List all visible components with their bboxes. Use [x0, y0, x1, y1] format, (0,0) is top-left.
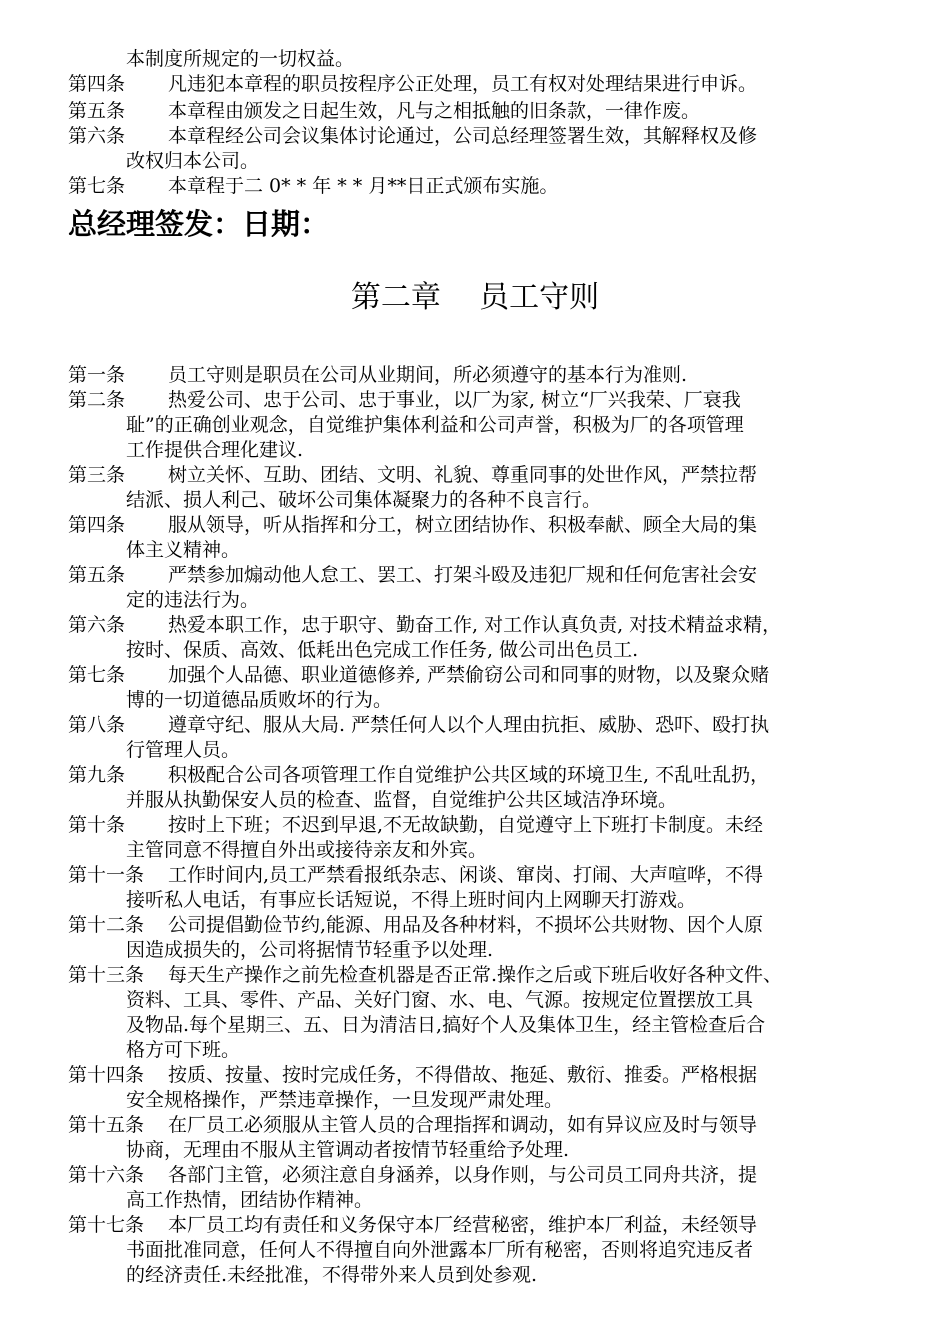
article-number: 第十四条	[68, 1064, 145, 1086]
article-16-line-2: 高工作热情，团结协作精神。	[126, 1189, 374, 1211]
article-number: 第四条	[68, 514, 126, 536]
article-text: 各部门主管，必须注意自身涵养，以身作则，与公司员工同舟共济，提	[168, 1164, 758, 1186]
article-16	[68, 1163, 888, 1188]
article-17	[68, 1213, 888, 1238]
article-text: 员工守则是职员在公司从业期间，所必须遵守的基本行为准则.	[168, 364, 688, 386]
article-15	[68, 1113, 888, 1138]
article-2-line-3: 工作提供合理化建议.	[126, 439, 304, 461]
article-text: 积极配合公司各项管理工作自觉维护公共区域的环境卫生, 不乱吐乱扔，	[168, 764, 770, 786]
article-3-line-2: 结派、损人利己、破坏公司集体凝聚力的各种不良言行。	[126, 489, 602, 511]
article-number: 第十六条	[68, 1164, 145, 1186]
article-6-line-2: 按时、保质、高效、低耗出色完成工作任务, 做公司出色员工.	[126, 639, 639, 661]
continuation-line: 本制度所规定的一切权益。	[126, 48, 355, 70]
article-4-prev	[68, 72, 888, 97]
article-13-line-4: 格方可下班。	[126, 1039, 241, 1061]
article-5	[68, 563, 888, 588]
article-2	[68, 388, 888, 413]
article-6-prev-line-2: 改权归本公司。	[126, 150, 260, 172]
article-number: 第六条	[68, 125, 126, 147]
article-2-line-2: 耻”的正确创业观念，自觉维护集体利益和公司声誉，积极为厂的各项管理	[126, 414, 744, 436]
article-13	[68, 963, 888, 988]
article-text: 凡违犯本章程的职员按程序公正处理，员工有权对处理结果进行申诉。	[168, 73, 758, 95]
article-7-prev	[68, 174, 888, 199]
article-number: 第十条	[68, 814, 126, 836]
article-number: 第八条	[68, 714, 126, 736]
article-8-line-2: 行管理人员。	[126, 739, 241, 761]
article-text: 本章程经公司会议集体讨论通过，公司总经理签署生效，其解释权及修	[168, 125, 758, 147]
signature-line: 总经理签发：日期：	[68, 207, 330, 241]
article-text: 热爱公司、忠于公司、忠于事业，以厂为家, 树立“厂兴我荣、厂衰我	[168, 389, 741, 411]
article-text: 遵章守纪、服从大局. 严禁任何人以个人理由抗拒、威胁、恐吓、殴打执	[168, 714, 770, 736]
article-15-line-2: 协商，无理由不服从主管调动者按情节轻重给予处理.	[126, 1139, 570, 1161]
article-text: 树立关怀、互助、团结、文明、礼貌、尊重同事的处世作风，严禁拉帮	[168, 464, 758, 486]
article-number: 第三条	[68, 464, 126, 486]
article-number: 第十二条	[68, 914, 145, 936]
article-10-line-2: 主管同意不得擅自外出或接待亲友和外宾。	[126, 839, 488, 861]
article-number: 第十五条	[68, 1114, 145, 1136]
article-text: 在厂员工必须服从主管人员的合理指挥和调动，如有异议应及时与领导	[168, 1114, 758, 1136]
article-6-prev	[68, 124, 888, 149]
article-text: 工作时间内,员工严禁看报纸杂志、闲谈、窜岗、打闹、大声喧哗，不得	[168, 864, 764, 886]
article-number: 第五条	[68, 100, 126, 122]
article-13-line-3: 及物品.每个星期三、五、日为清洁日,搞好个人及集体卫生，经主管检查后合	[126, 1014, 766, 1036]
article-10	[68, 813, 888, 838]
article-7-line-2: 博的一切道德品质败坏的行为。	[126, 689, 393, 711]
article-number: 第五条	[68, 564, 126, 586]
article-number: 第九条	[68, 764, 126, 786]
article-8	[68, 713, 888, 738]
article-5-prev	[68, 99, 888, 124]
article-12	[68, 913, 888, 938]
article-number: 第十三条	[68, 964, 145, 986]
article-number: 第七条	[68, 664, 126, 686]
article-4	[68, 513, 888, 538]
article-number: 第十七条	[68, 1214, 145, 1236]
article-text: 本厂员工均有责任和义务保守本厂经营秘密，维护本厂利益，未经领导	[168, 1214, 758, 1236]
article-13-line-2: 资料、工具、零件、产品、关好门窗、水、电、气源。按规定位置摆放工具	[126, 989, 754, 1011]
article-text: 本章程于二 0* * 年 * * 月**日正式颁布实施。	[168, 175, 559, 197]
article-text: 加强个人品德、职业道德修养, 严禁偷窃公司和同事的财物，以及聚众赌	[168, 664, 770, 686]
article-number: 第四条	[68, 73, 126, 95]
article-6	[68, 613, 888, 638]
article-3	[68, 463, 888, 488]
article-17-line-3: 的经济责任.未经批准，不得带外来人员到处参观.	[126, 1264, 538, 1286]
article-17-line-2: 书面批准同意，任何人不得擅自向外泄露本厂所有秘密，否则将追究违反者	[126, 1239, 754, 1261]
article-number: 第十一条	[68, 864, 145, 886]
chapter-title: 第二章 员工守则	[350, 280, 600, 315]
article-number: 第二条	[68, 389, 126, 411]
article-14	[68, 1063, 888, 1088]
article-text: 服从领导，听从指挥和分工，树立团结协作、积极奉献、顾全大局的集	[168, 514, 758, 536]
article-9	[68, 763, 888, 788]
article-text: 每天生产操作之前先检查机器是否正常.操作之后或下班后收好各种文件、	[168, 964, 783, 986]
article-text: 公司提倡勤俭节约,能源、用品及各种材料，不损坏公共财物、因个人原	[168, 914, 764, 936]
article-number: 第六条	[68, 614, 126, 636]
article-text: 本章程由颁发之日起生效，凡与之相抵触的旧条款，一律作废。	[168, 100, 701, 122]
article-11	[68, 863, 888, 888]
article-number: 第一条	[68, 364, 126, 386]
article-9-line-2: 并服从执勤保安人员的检查、监督，自觉维护公共区域洁净环境。	[126, 789, 678, 811]
article-1	[68, 363, 888, 388]
article-7	[68, 663, 888, 688]
article-text: 按质、按量、按时完成任务，不得借故、拖延、敷衍、推委。严格根据	[168, 1064, 758, 1086]
article-5-line-2: 定的违法行为。	[126, 589, 260, 611]
article-text: 热爱本职工作，忠于职守、勤奋工作, 对工作认真负责, 对技术精益求精，	[168, 614, 782, 636]
article-number: 第七条	[68, 175, 126, 197]
article-11-line-2: 接听私人电话，有事应长话短说，不得上班时间内上网聊天打游戏。	[126, 889, 697, 911]
article-4-line-2: 体主义精神。	[126, 539, 241, 561]
article-14-line-2: 安全规格操作，严禁违章操作，一旦发现严肃处理。	[126, 1089, 564, 1111]
article-12-line-2: 因造成损失的，公司将据情节轻重予以处理.	[126, 939, 494, 961]
article-text: 按时上下班；不迟到早退,不无故缺勤，自觉遵守上下班打卡制度。未经	[168, 814, 764, 836]
article-text: 严禁参加煽动他人怠工、罢工、打架斗殴及违犯厂规和任何危害社会安	[168, 564, 758, 586]
